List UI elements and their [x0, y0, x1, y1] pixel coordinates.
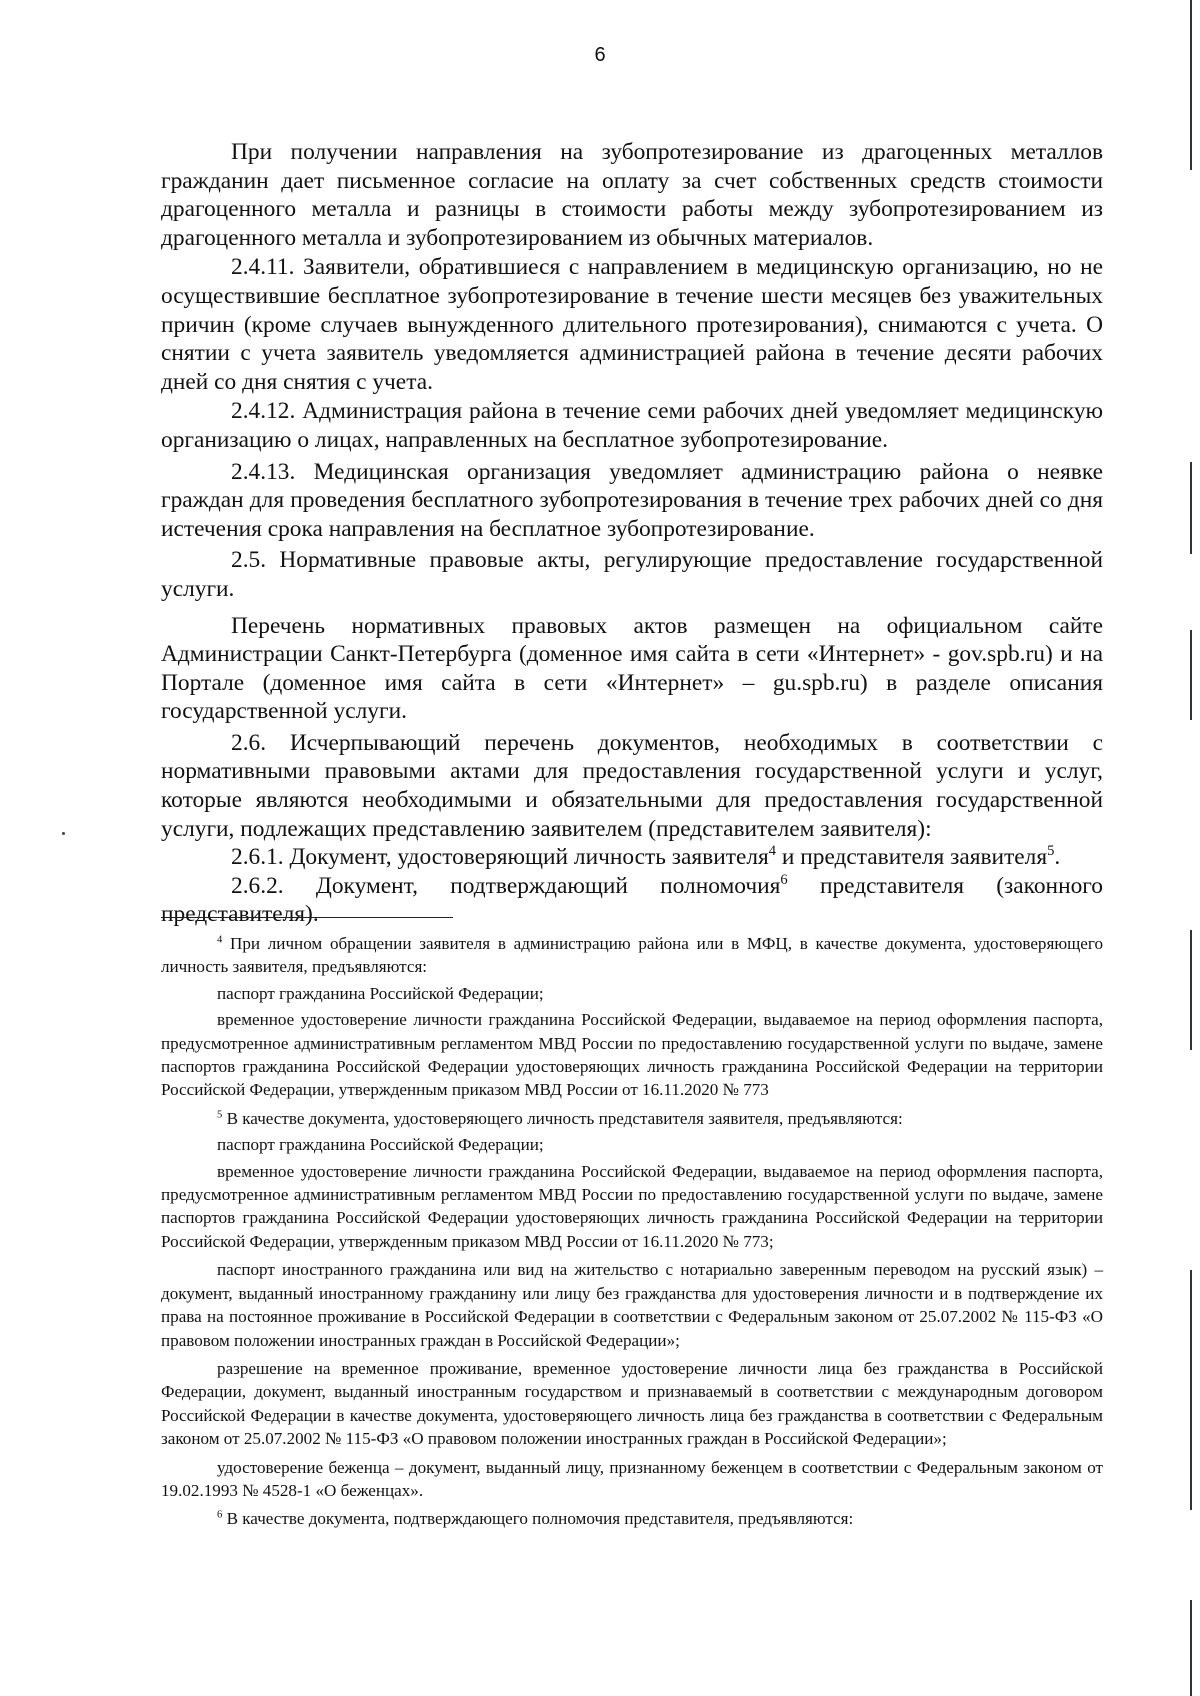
- footnotes: [161, 932, 1103, 1536]
- text-segment: 2.6.1. Документ, удостоверяющий личность заявителя: [231, 844, 769, 871]
- text-segment: .: [1054, 844, 1061, 871]
- footnote-ref-6: 6: [780, 872, 788, 889]
- paragraph-2-6-1: [161, 843, 1103, 872]
- footnote-5-item: разрешение на временное проживание, временное удостоверение личности лица без гражданства в Российской Федерации, документ, выданный иностранным государством и признаваемый в соответствии с международным договором Российской Федерации в качестве документа, удостоверяющего личность лица без гражданства в соответствии с Федеральным законом от 25.07.2002 № 115-ФЗ «О правовом положении иностранных граждан в Российской Федерации»;: [161, 1358, 1103, 1449]
- paragraph-2-4-12: 2.4.12. Администрация района в течение семи рабочих дней уведомляет медицинскую организацию о лицах, направленных на бесплатное зубопротезирование.: [161, 398, 1103, 453]
- scan-speck: [62, 832, 65, 835]
- scan-edge-mark: [1190, 930, 1192, 1050]
- footnote-text: В качестве документа, удостоверяющего личность представителя заявителя, предъявляются:: [222, 1108, 903, 1128]
- footnote-4-intro: [161, 932, 1103, 979]
- paragraph-2-5: 2.5. Нормативные правовые акты, регулирующие предоставление государственной услуги.: [161, 547, 1103, 602]
- text-segment: представителя (законного представителя).: [161, 872, 1103, 928]
- footnote-separator: [161, 917, 453, 918]
- page-number: 6: [594, 44, 606, 66]
- footnote-5-item: временное удостоверение личности гражданина Российской Федерации, выдаваемое на период оформления паспорта, предусмотренное административным регламентом МВД России по предоставлению государственной услуги по выдаче, замене паспортов гражданина Российской Федерации удостоверяющих личность гражданина Российской Федерации на территории Российской Федерации, утвержденным приказом МВД России от 16.11.2020 № 773;: [161, 1161, 1103, 1251]
- paragraph-normative-acts-list: Перечень нормативных правовых актов размещен на официальном сайте Администрации Санкт-Петербурга (доменное имя сайта в сети «Интернет» - gov.spb.ru) и на Портале (доменное имя сайта в сети «Интернет» – gu.spb.ru) в разделе описания государственной услуги.: [161, 612, 1103, 725]
- scan-edge-mark: [1190, 630, 1192, 720]
- paragraph-2-6-2: [161, 872, 1103, 929]
- paragraph-precious-metals: При получении направления на зубопротезирование из драгоценных металлов гражданин дает письменное согласие на оплату за счет собственных средств стоимости драгоценного металла и разницы в стоимости работы между зубопротезированием из драгоценного металла и зубопротезированием из обычных материалов.: [161, 139, 1103, 251]
- footnote-5-item: паспорт иностранного гражданина или вид на жительство с нотариально заверенным переводом на русский язык) – документ, выданный иностранному гражданину или лицу без гражданства для удостоверения личности и в подтверждение их права на постоянное проживание в Российской Федерации в соответствии с Федеральным законом от 25.07.2002 № 115-ФЗ «О правовом положении иностранных граждан в Российской Федерации»;: [161, 1260, 1103, 1350]
- footnote-4-item: временное удостоверение личности гражданина Российской Федерации, выдаваемое на период оформления паспорта, предусмотренное административным регламентом МВД России по предоставлению государственной услуги по выдаче, замене паспортов гражданина Российской Федерации удостоверяющих личность гражданина Российской Федерации на территории Российской Федерации, утвержденным приказом МВД России от 16.11.2020 № 773: [161, 1010, 1103, 1100]
- footnote-text: В качестве документа, подтверждающего полномочия представителя, предъявляются:: [222, 1509, 854, 1529]
- scan-edge-mark: [1190, 1600, 1192, 1696]
- paragraph-2-6: 2.6. Исчерпывающий перечень документов, необходимых в соответствии с нормативными правовыми актами для предоставления государственной услуги и услуг, которые являются необходимыми и обязательными для предоставления государственной услуги, подлежащих представлению заявителем (представителем заявителя):: [161, 729, 1103, 842]
- text-segment: и представителя заявителя: [776, 844, 1048, 871]
- footnote-mark-6: 6: [217, 1509, 223, 1521]
- footnote-text: При личном обращении заявителя в администрацию района или в МФЦ, в качестве документа, удостоверяющего личность заявителя, предъявляются:: [161, 934, 1103, 977]
- scan-edge-mark: [1190, 462, 1192, 554]
- scan-edge-mark: [1190, 1270, 1192, 1510]
- scan-edge-mark: [1190, 0, 1192, 170]
- paragraph-2-4-11: 2.4.11. Заявители, обратившиеся с направлением в медицинскую организацию, но не осуществившие бесплатное зубопротезирование в течение шести месяцев без уважительных причин (кроме случаев вынужденного длительного протезирования), снимаются с учета. О снятии с учета заявитель уведомляется администрацией района в течение десяти рабочих дней со дня снятия с учета.: [161, 254, 1103, 395]
- main-text: [161, 138, 1103, 929]
- footnote-4-item: паспорт гражданина Российской Федерации;: [217, 983, 544, 1003]
- footnote-5-item: удостоверение беженца – документ, выданный лицу, признанному беженцем в соответствии с Федеральным законом от 19.02.1993 № 4528-1 «О беженцах».: [161, 1457, 1103, 1500]
- text-segment: 2.6.2. Документ, подтверждающий полномочия: [231, 872, 781, 899]
- footnote-mark-5: 5: [217, 1109, 223, 1121]
- footnote-5-intro: [161, 1107, 1103, 1130]
- footnote-6-intro: [161, 1507, 1103, 1530]
- footnote-5-item: паспорт гражданина Российской Федерации;: [217, 1135, 544, 1155]
- paragraph-2-4-13: 2.4.13. Медицинская организация уведомляет администрацию района о неявке граждан для проведения бесплатного зубопротезирования в течение трех рабочих дней со дня истечения срока направления на бесплатное зубопротезирование.: [161, 458, 1103, 542]
- footnote-ref-4: 4: [768, 843, 777, 860]
- footnote-mark-4: 4: [217, 934, 223, 946]
- footnote-ref-5: 5: [1047, 843, 1055, 860]
